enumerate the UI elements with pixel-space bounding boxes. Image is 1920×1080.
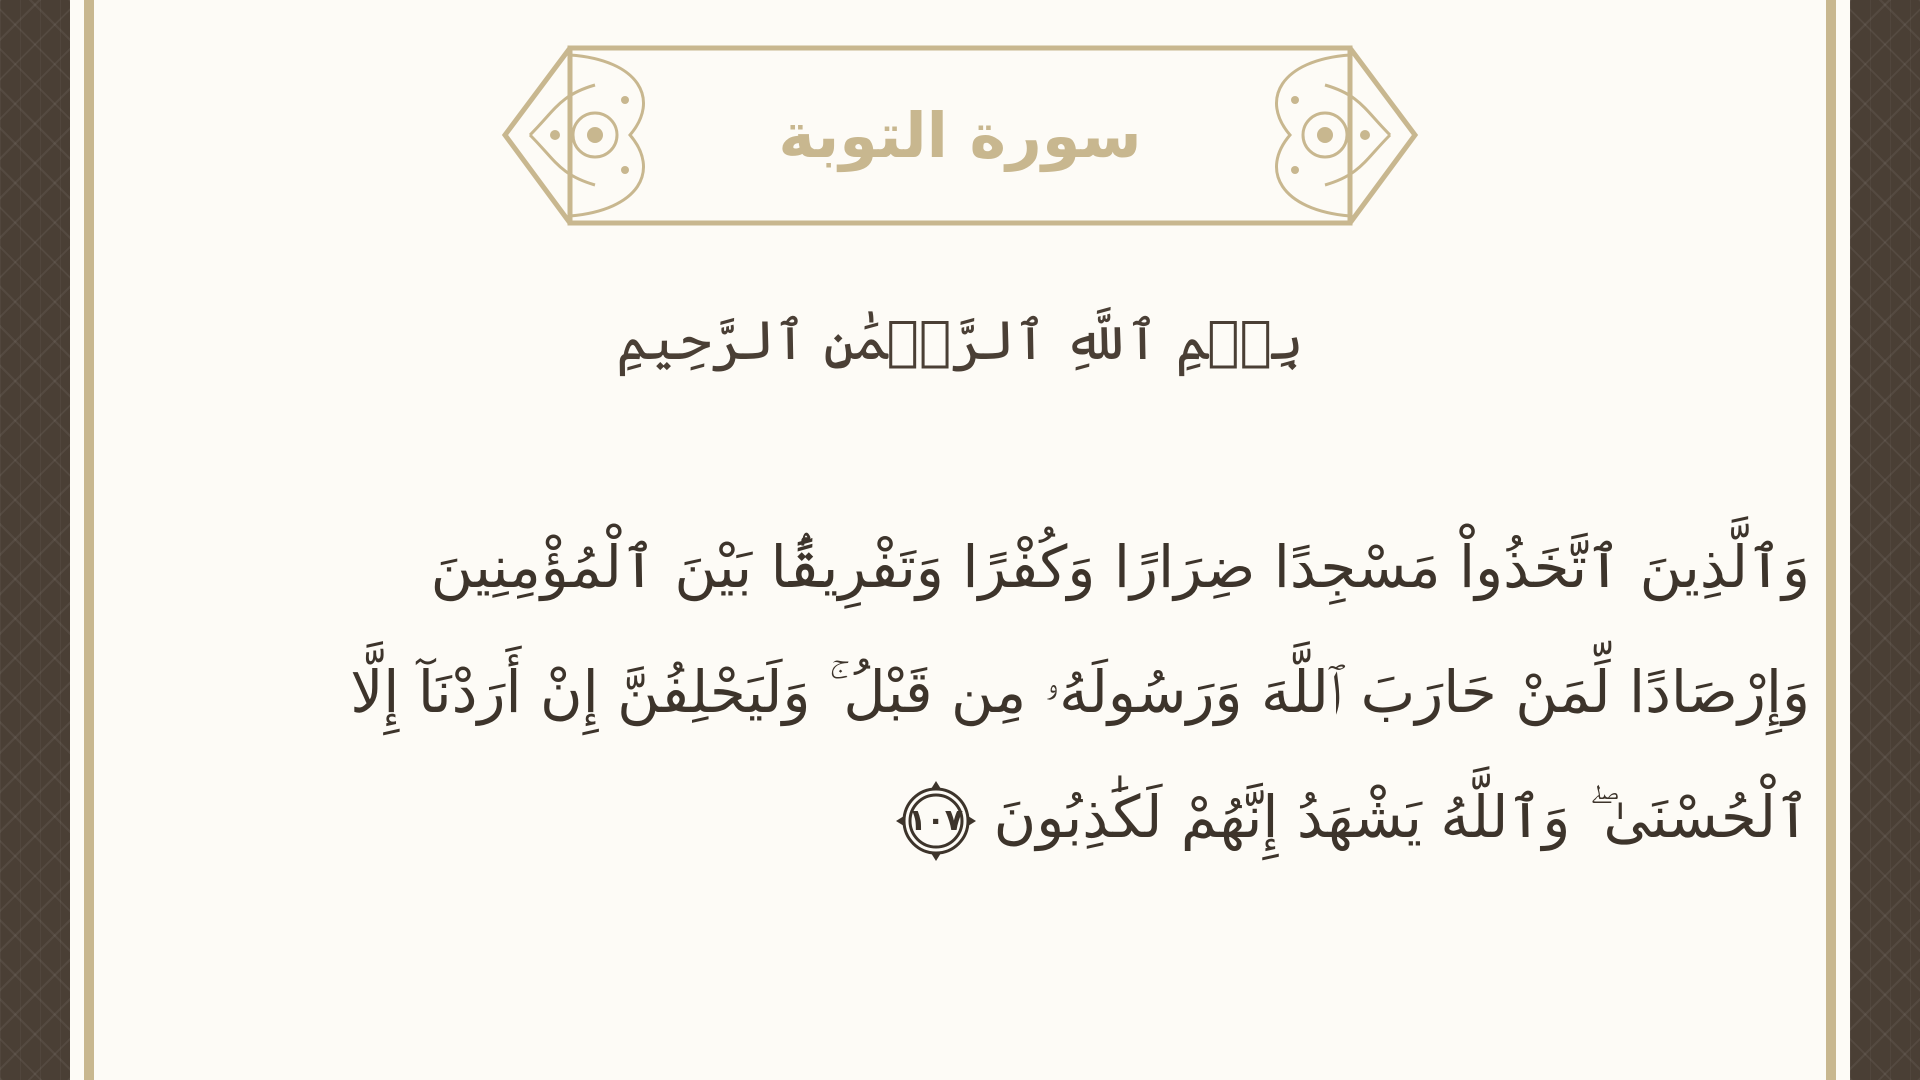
left-ornamental-border	[0, 0, 70, 1080]
ayah-end-marker	[894, 779, 978, 863]
verse-line-2: وَإِرْصَادًا لِّمَنْ حَارَبَ ٱللَّهَ وَرَسُولَهُۥ مِن قَبْلُ ۚ وَلَيَحْلِفُنَّ إِنْ أَرَدْنَآ إِلَّا	[350, 658, 1810, 726]
verse-line-1: وَٱلَّذِينَ ٱتَّخَذُواْ مَسْجِدًا ضِرَارًا وَكُفْرًا وَتَفْرِيقًۢا بَيْنَ ٱلْمُؤْمِنِينَ	[430, 533, 1810, 601]
verse-line-3	[200, 755, 1810, 880]
basmala: بِسۡمِ ٱللَّهِ ٱلرَّحۡمَٰنِ ٱلرَّحِيمِ	[616, 308, 1304, 372]
verse-line-3-text: ٱلْحُسْنَىٰ ۖ وَٱللَّهُ يَشْهَدُ إِنَّهُمْ لَكَٰذِبُونَ	[993, 783, 1810, 851]
left-gold-rule	[84, 0, 94, 1080]
right-ornamental-border	[1850, 0, 1920, 1080]
surah-title-frame	[500, 40, 1420, 230]
verse-text	[200, 505, 1810, 880]
surah-title: سورة التوبة	[778, 98, 1142, 172]
right-gold-rule	[1826, 0, 1836, 1080]
ayah-number: ١٠٧	[908, 802, 964, 838]
